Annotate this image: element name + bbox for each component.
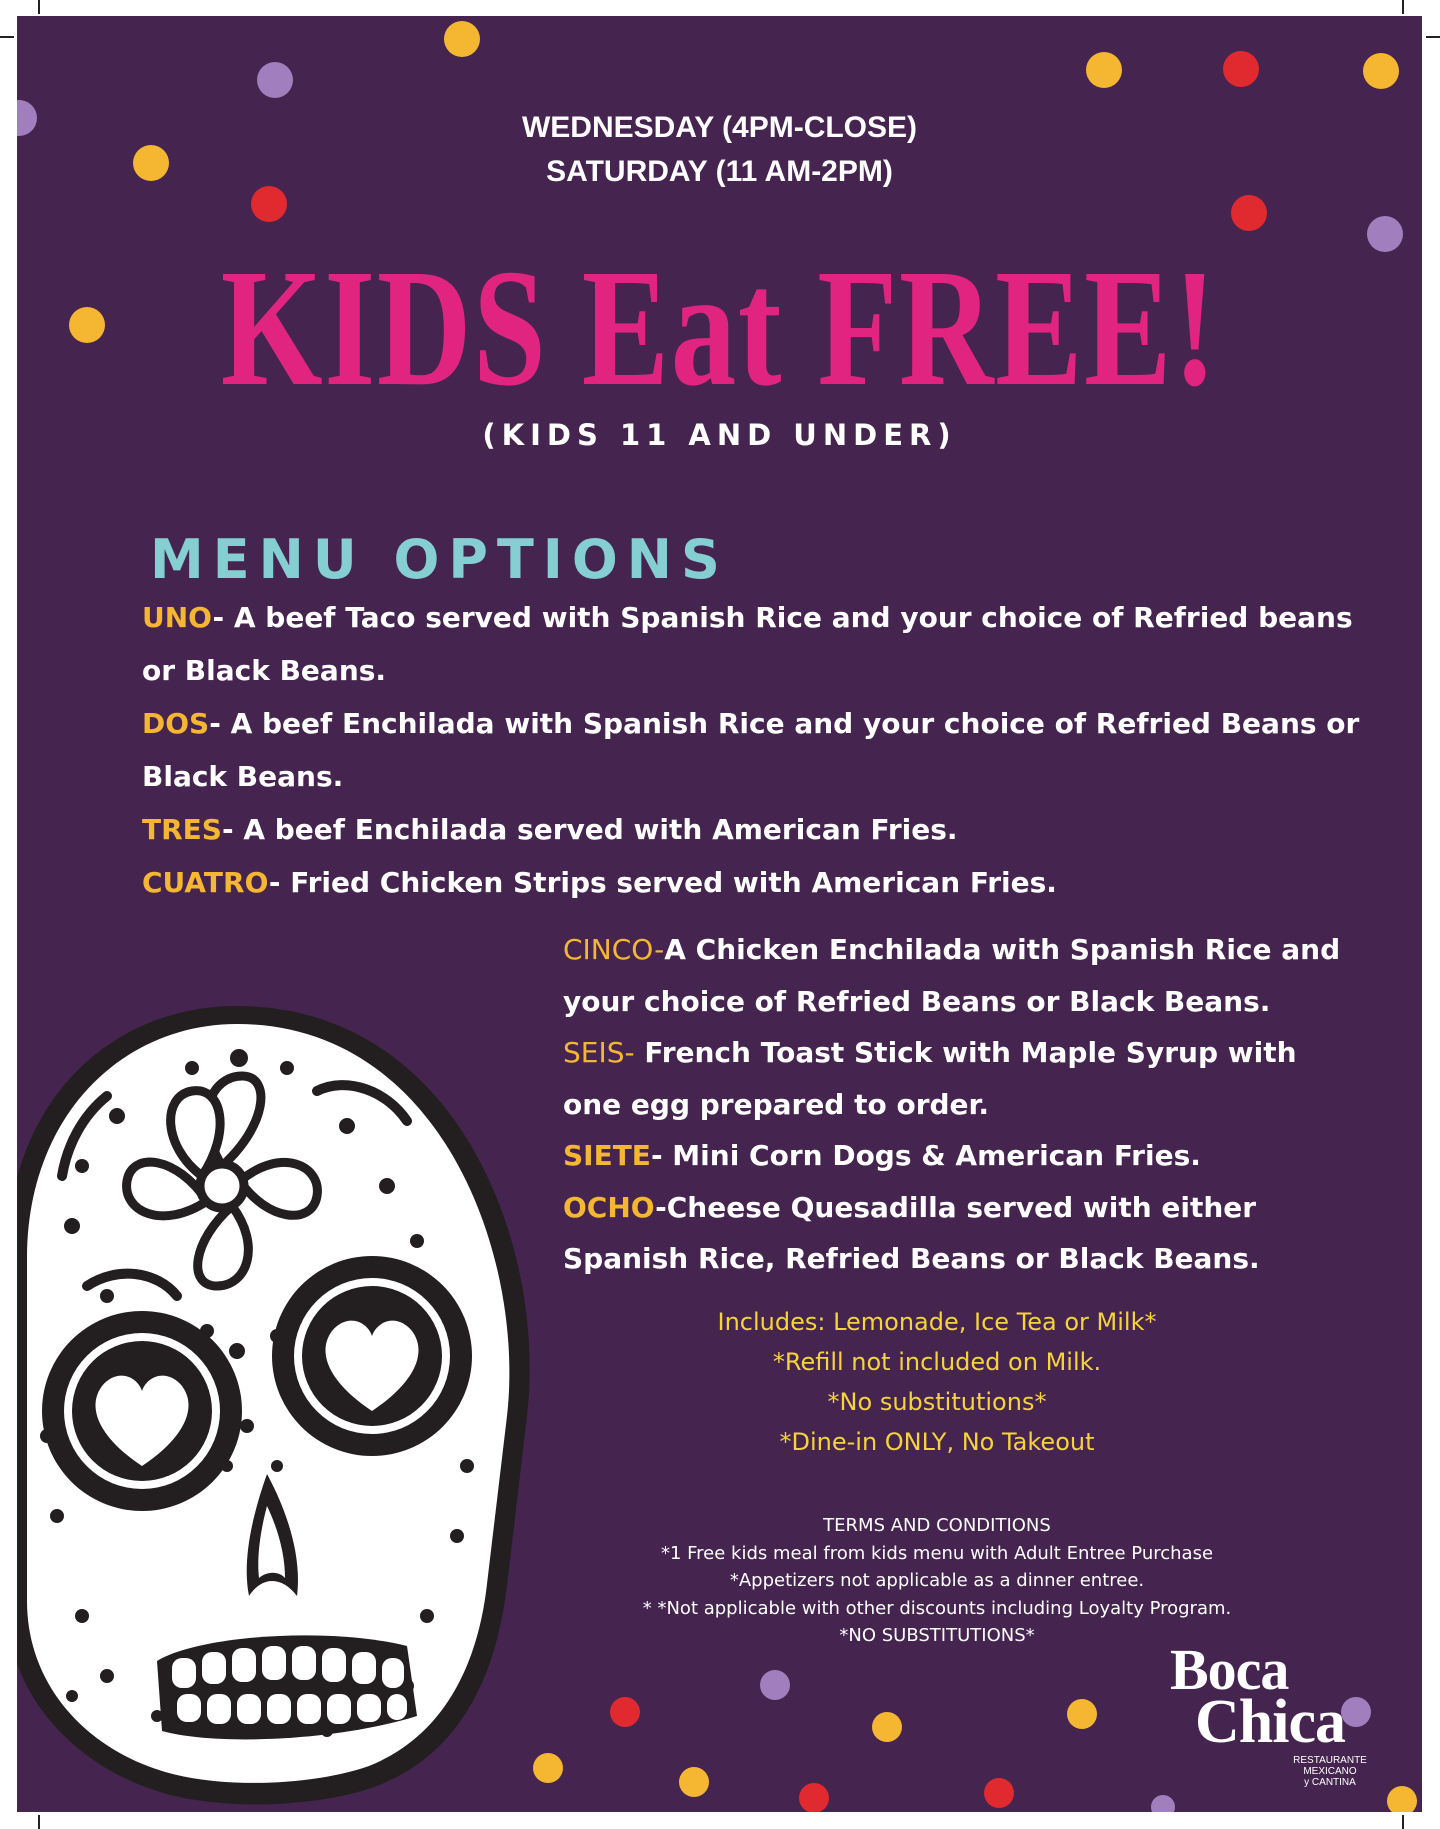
menu-list-right xyxy=(563,924,1363,1285)
item-description: French Toast Stick with Maple Syrup with one egg prepared to order. xyxy=(563,1036,1297,1121)
item-code: CINCO- xyxy=(563,933,665,966)
terms-line: * *Not applicable with other discounts including Loyalty Program. xyxy=(642,1597,1232,1619)
confetti-dot xyxy=(679,1767,709,1797)
confetti-dot xyxy=(1086,52,1122,88)
item-code: SEIS- xyxy=(563,1036,635,1069)
terms-line: *1 Free kids meal from kids menu with Adult Entree Purchase xyxy=(660,1542,1214,1564)
confetti-dot xyxy=(1231,195,1267,231)
logo-tagline xyxy=(1285,1755,1375,1788)
crop-mark xyxy=(1402,0,1404,14)
menu-item-cuatro xyxy=(142,856,1392,909)
crop-mark xyxy=(1402,1815,1404,1829)
confetti-dot xyxy=(1387,1786,1417,1812)
menu-item-dos xyxy=(142,697,1392,803)
confetti-dot xyxy=(610,1697,640,1727)
menu-item-tres xyxy=(142,803,1392,856)
item-code: TRES xyxy=(142,813,222,846)
confetti-dot xyxy=(1363,53,1399,89)
logo-tagline-line: y CANTINA xyxy=(1304,1777,1356,1788)
confetti-dot xyxy=(1367,216,1403,252)
confetti-dot xyxy=(1223,51,1259,87)
includes-notes xyxy=(572,1302,1302,1462)
note-line: Includes: Lemonade, Ice Tea or Milk* xyxy=(717,1308,1157,1336)
confetti-dot xyxy=(444,21,480,57)
menu-options-title: MENU OPTIONS xyxy=(150,528,729,591)
crop-mark xyxy=(1426,36,1440,38)
item-code: DOS xyxy=(142,707,210,740)
item-code: CUATRO xyxy=(142,866,269,899)
boca-chica-logo xyxy=(1157,1637,1367,1791)
terms-line: *NO SUBSTITUTIONS* xyxy=(839,1625,1035,1646)
note-line: *Dine-in ONLY, No Takeout xyxy=(779,1428,1095,1456)
crop-mark xyxy=(38,1815,40,1829)
headline-kids-eat-free: KIDS Eat FREE! xyxy=(220,235,1219,421)
confetti-dot xyxy=(69,307,105,343)
promo-poster xyxy=(17,16,1422,1812)
menu-item-ocho xyxy=(563,1182,1363,1285)
crop-mark xyxy=(0,36,14,38)
sugar-skull-illustration xyxy=(17,996,557,1812)
crop-mark xyxy=(38,0,40,14)
terms-title: TERMS AND CONDITIONS xyxy=(823,1515,1051,1536)
hours-block xyxy=(17,106,1422,194)
logo-wordmark-line2: Chica xyxy=(1195,1688,1345,1756)
hours-wednesday: WEDNESDAY (4PM-CLOSE) xyxy=(521,111,918,144)
item-description: - Fried Chicken Strips served with American Fries. xyxy=(268,866,1057,899)
note-line: *Refill not included on Milk. xyxy=(772,1348,1102,1376)
item-description: - A beef Enchilada served with American Fries. xyxy=(221,813,958,846)
item-description: - A beef Taco served with Spanish Rice and your choice of Refried beans or Black Beans. xyxy=(142,601,1353,687)
item-code: UNO xyxy=(142,601,213,634)
logo-wordmark-line1: Boca xyxy=(1170,1637,1289,1702)
confetti-dot xyxy=(257,62,293,98)
logo-tagline-line: MEXICANO xyxy=(1303,1766,1357,1777)
confetti-dot xyxy=(760,1670,790,1700)
note-line: *No substitutions* xyxy=(827,1388,1047,1416)
item-description: -Cheese Quesadilla served with either Spanish Rice, Refried Beans or Black Beans. xyxy=(563,1190,1260,1275)
item-code: OCHO xyxy=(563,1190,656,1224)
menu-item-uno xyxy=(142,591,1392,697)
menu-item-seis xyxy=(563,1027,1363,1130)
terms-line: *Appetizers not applicable as a dinner entree. xyxy=(729,1570,1145,1591)
item-description: A Chicken Enchilada with Spanish Rice and your choice of Refried Beans or Black Beans. xyxy=(563,933,1341,1018)
terms-and-conditions xyxy=(572,1512,1302,1650)
menu-item-siete xyxy=(563,1130,1363,1182)
item-description: - Mini Corn Dogs & American Fries. xyxy=(650,1139,1201,1172)
confetti-dot xyxy=(799,1783,829,1812)
menu-item-cinco xyxy=(563,924,1363,1027)
item-code: SIETE xyxy=(563,1139,651,1172)
confetti-dot xyxy=(1151,1795,1175,1812)
age-limit-subhead: (KIDS 11 AND UNDER) xyxy=(482,418,957,452)
menu-list-top xyxy=(142,591,1392,909)
confetti-dot xyxy=(1067,1699,1097,1729)
hours-saturday: SATURDAY (11 AM-2PM) xyxy=(546,155,893,188)
item-description: - A beef Enchilada with Spanish Rice and your choice of Refried Beans or Black Beans. xyxy=(142,707,1360,793)
confetti-dot xyxy=(872,1712,902,1742)
logo-tagline-line: RESTAURANTE xyxy=(1293,1755,1367,1766)
confetti-dot xyxy=(984,1778,1014,1808)
